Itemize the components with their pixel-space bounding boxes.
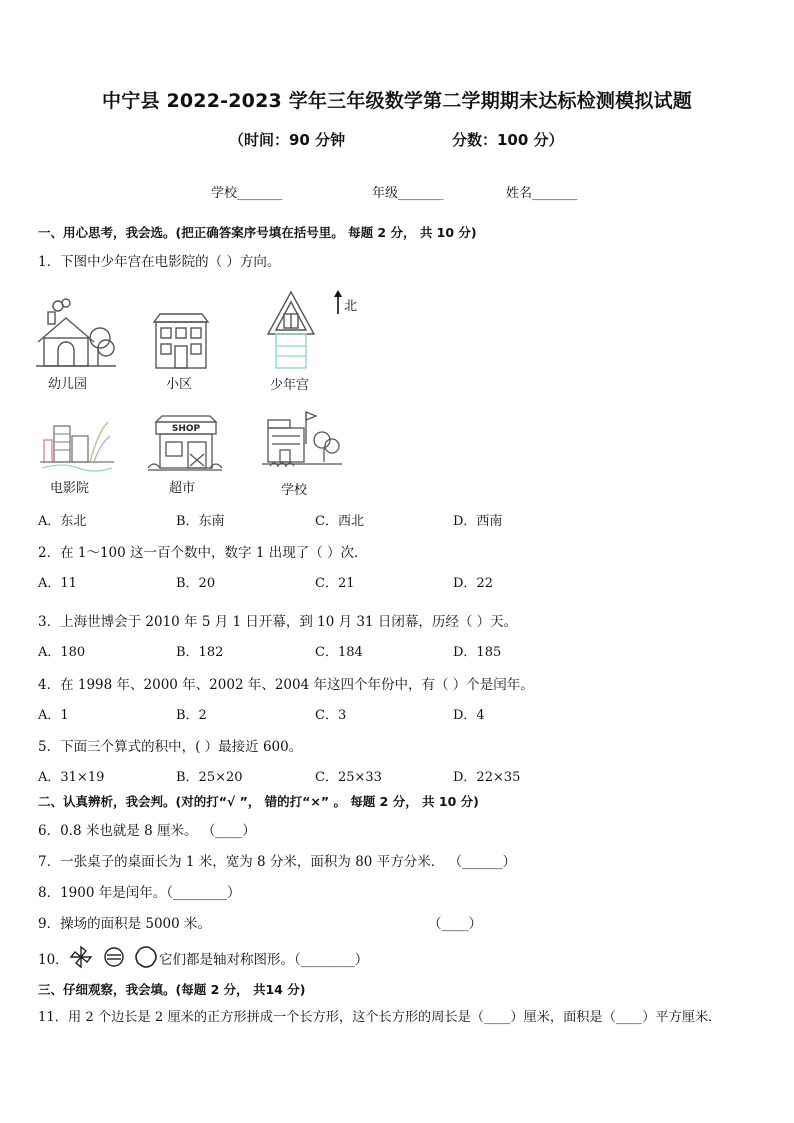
question-10-number: 10． <box>38 952 69 968</box>
north-label: 北 <box>344 299 358 314</box>
q1-option-d: D．西南 <box>453 514 503 529</box>
q1-option-a: A．东北 <box>38 514 87 529</box>
north-arrow-icon <box>333 290 343 316</box>
pinwheel-icon <box>70 946 92 968</box>
question-2: 2．在 1～100 这一百个数中，数字 1 出现了（ ）次． <box>38 545 368 561</box>
q2-option-d: D．22 <box>453 576 493 591</box>
q5-option-a: A．31×19 <box>38 770 105 785</box>
label-cinema: 电影院 <box>50 481 90 496</box>
q3-option-a: A．180 <box>38 645 86 660</box>
q4-option-c: C．3 <box>315 708 347 723</box>
kindergarten-icon <box>36 298 116 370</box>
question-9: 9．操场的面积是 5000 米。 <box>38 916 212 932</box>
section-3-heading: 三、仔细观察，我会填。(每题 2 分， 共14 分) <box>38 982 306 997</box>
q2-option-a: A．11 <box>38 576 77 591</box>
circle-lines-icon <box>103 946 125 968</box>
q1-option-c: C．西北 <box>315 514 364 529</box>
label-supermarket: 超市 <box>169 481 196 496</box>
school-field: 学校_______ <box>211 186 283 201</box>
question-11: 11．用 2 个边长是 2 厘米的正方形拼成一个长方形，这个长方形的周长是（____）厘米，面积是（____）平方厘米． <box>38 1010 722 1025</box>
label-residential: 小区 <box>166 377 193 392</box>
q1-option-b: B．东南 <box>176 514 225 529</box>
q4-option-a: A．1 <box>38 708 69 723</box>
section-1-heading: 一、用心思考，我会选。(把正确答案序号填在括号里。 每题 2 分， 共 10 分) <box>38 225 477 240</box>
cinema-icon <box>40 418 114 474</box>
q2-option-b: B．20 <box>176 576 216 591</box>
shop-sign: SHOP <box>171 424 201 434</box>
q4-option-b: B．2 <box>176 708 207 723</box>
question-1: 1．下图中少年宫在电影院的（ ）方向。 <box>38 254 281 270</box>
exam-time: （时间：90 分钟 <box>229 131 346 149</box>
question-10-text: 它们都是轴对称图形。（________） <box>159 952 369 968</box>
page-title: 中宁县 2022-2023 学年三年级数学第二学期期末达标检测模拟试题 <box>102 90 692 112</box>
q3-option-c: C．184 <box>315 645 363 660</box>
residential-icon <box>152 312 210 370</box>
wavy-circle-icon <box>134 945 158 969</box>
question-3: 3．上海世博会于 2010 年 5 月 1 日开幕，到 10 月 31 日闭幕，历经（ ）天。 <box>38 614 518 630</box>
question-5: 5．下面三个算式的积中，( ）最接近 600。 <box>38 739 303 755</box>
q5-option-b: B．25×20 <box>176 770 243 785</box>
question-8: 8．1900 年是闰年。（________） <box>38 885 241 901</box>
supermarket-icon <box>148 414 222 474</box>
q5-option-c: C．25×33 <box>315 770 382 785</box>
question-6: 6．0.8 米也就是 8 厘米。 （____） <box>38 823 256 839</box>
grade-field: 年级_______ <box>372 186 444 201</box>
label-youth-palace: 少年宫 <box>270 378 310 393</box>
question-4: 4．在 1998 年、2000 年、2002 年、2004 年这四个年份中，有（ ）个是闰年。 <box>38 677 534 693</box>
q4-option-d: D．4 <box>453 708 485 723</box>
exam-score: 分数：100 分） <box>452 131 564 149</box>
q3-option-d: D．185 <box>453 645 502 660</box>
label-kindergarten: 幼儿园 <box>48 377 88 392</box>
school-icon <box>262 410 342 476</box>
q3-option-b: B．182 <box>176 645 224 660</box>
question-7: 7．一张桌子的桌面长为 1 米，宽为 8 分米，面积为 80 平方分米． （______） <box>38 854 516 870</box>
name-field: 姓名_______ <box>506 186 578 201</box>
section-2-heading: 二、认真辨析，我会判。(对的打“√ ”， 错的打“×” 。 每题 2 分， 共 10 分) <box>38 794 479 809</box>
question-9-blank: （____） <box>428 916 482 932</box>
q5-option-d: D．22×35 <box>453 770 521 785</box>
q2-option-c: C．21 <box>315 576 355 591</box>
youth-palace-icon <box>266 290 316 372</box>
label-school: 学校 <box>281 483 308 498</box>
